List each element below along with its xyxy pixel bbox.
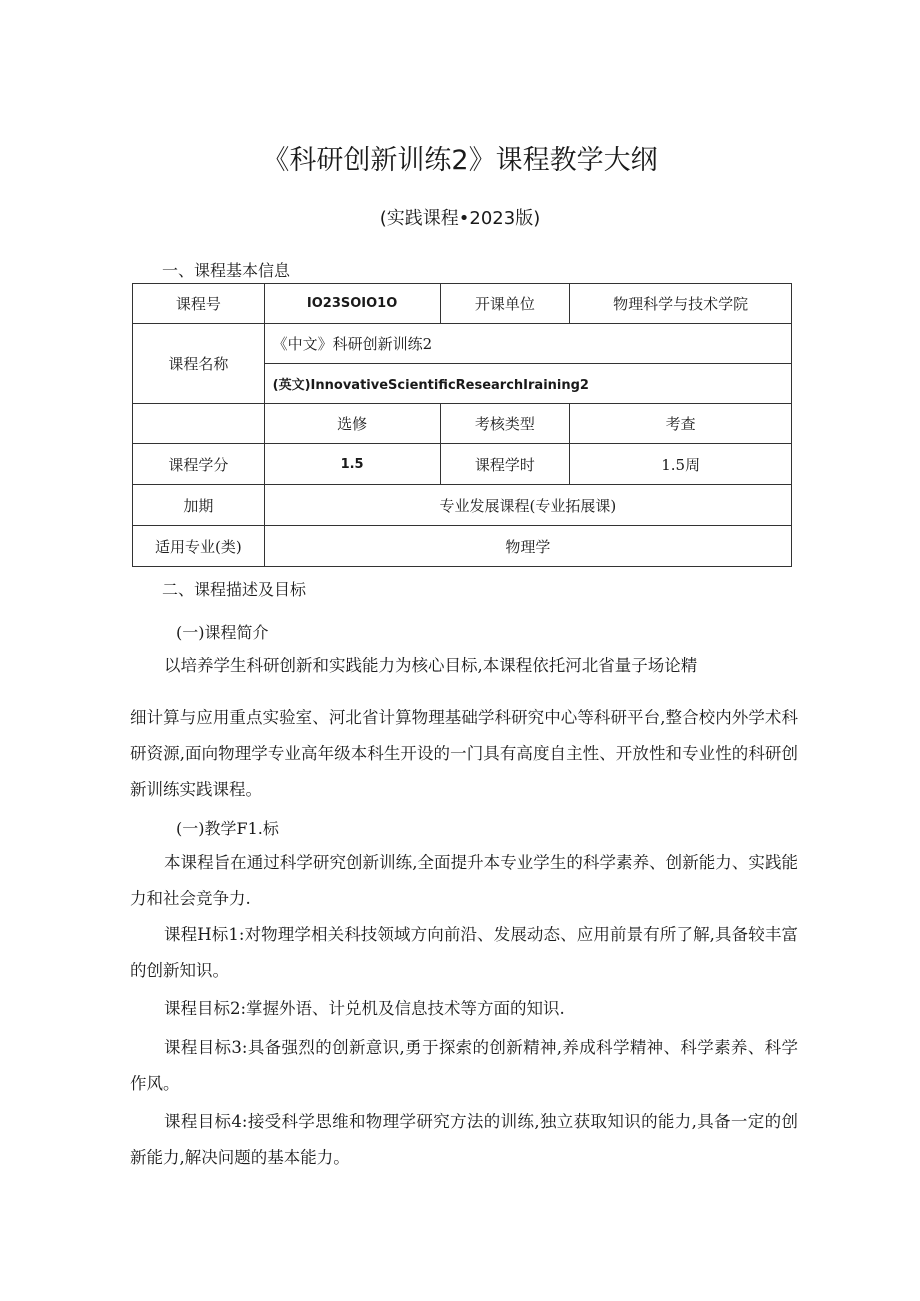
table-cell: 1.5 — [264, 444, 440, 485]
table-cell: 考核类型 — [440, 404, 570, 444]
course-goal-4: 课程目标4:接受科学思维和物理学研究方法的训练,独立获取知识的能力,具备一定的创新能力,解决问题的基本能力。 — [130, 1112, 798, 1167]
table-cell: IO23SOIO1O — [264, 284, 440, 324]
table-cell: 课程学时 — [440, 444, 570, 485]
table-cell: 专业发展课程(专业拓展课) — [264, 485, 791, 526]
table-cell: 物理学 — [264, 526, 791, 567]
table-cell: 开课单位 — [440, 284, 570, 324]
course-goal-3: 课程目标3:具备强烈的创新意识,勇于探索的创新精神,养成科学精神、科学素养、科学作风。 — [130, 1038, 798, 1093]
table-row — [133, 284, 792, 324]
section-2-heading: 二、课程描述及目标 — [162, 580, 307, 599]
table-cell — [264, 364, 791, 404]
document-title: 《科研创新训练2》课程教学大纲 — [262, 145, 658, 176]
table-row — [133, 324, 792, 364]
goals-heading: (一)教学F1.标 — [176, 819, 279, 838]
course-goal-1: 课程H标1:对物理学相关科技领域方向前沿、发展动态、应用前景有所了解,具备较丰富的创新知识。 — [130, 925, 798, 980]
table-cell: 适用专业(类) — [133, 526, 265, 567]
course-goal-2: 课程目标2:掌握外语、计兑机及信息技术等方面的知识. — [164, 999, 565, 1018]
table-cell: 考查 — [570, 404, 792, 444]
table-cell: 课程号 — [133, 284, 265, 324]
table-cell: 1.5周 — [570, 444, 792, 485]
table-row — [133, 444, 792, 485]
table-cell: 课程名称 — [133, 324, 265, 404]
intro-paragraph: 细计算与应用重点实验室、河北省计算物理基础学科研究中心等科研平台,整合校内外学术科研资源,面向物理学专业高年级本科生开设的一门具有高度自主性、开放性和专业性的科研创新训练实践课程。 — [130, 708, 798, 799]
table-cell: 选修 — [264, 404, 440, 444]
section-1-heading: 一、课程基本信息 — [162, 261, 291, 280]
table-cell — [133, 404, 265, 444]
table-cell: 物理科学与技术学院 — [570, 284, 792, 324]
goals-paragraph: 本课程旨在通过科学研究创新训练,全面提升本专业学生的科学素养、创新能力、实践能力和社会竞争力. — [130, 853, 798, 908]
table-row — [133, 404, 792, 444]
course-info-table — [132, 283, 792, 567]
table-row — [133, 526, 792, 567]
table-cell: 《中文》科研创新训练2 — [264, 324, 791, 364]
intro-paragraph-line1: 以培养学生科研创新和实践能力为核心目标,本课程依托河北省量子场论精 — [164, 656, 698, 675]
intro-heading: (一)课程简介 — [176, 623, 269, 642]
table-cell: 课程学分 — [133, 444, 265, 485]
english-name: (英文)InnovativeScientificResearchIraining2 — [272, 378, 589, 393]
table-row — [133, 485, 792, 526]
table-cell: 加期 — [133, 485, 265, 526]
document-subtitle: (实践课程•2023版) — [379, 208, 541, 229]
